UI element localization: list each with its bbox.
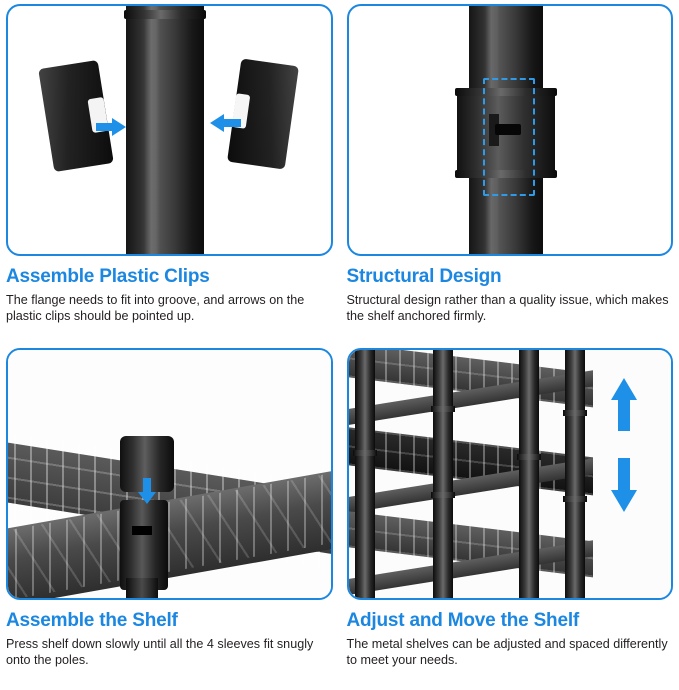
panel-2-title: Structural Design — [346, 266, 502, 287]
panel-3-body: Press shelf down slowly until all the 4 sleeves fit snugly onto the poles. — [6, 636, 314, 668]
panel-assemble-plastic-clips — [6, 4, 333, 342]
panel-2-caption — [347, 256, 674, 325]
corner-post-front-right — [565, 350, 585, 600]
post-sleeve-ring — [353, 450, 377, 456]
panel-1-title: Assemble Plastic Clips — [6, 266, 210, 287]
post-sleeve-ring — [431, 492, 455, 498]
corner-post-front-left — [433, 350, 453, 600]
arrow-down-icon — [138, 492, 156, 504]
pole-ring — [124, 10, 206, 19]
post-sleeve-ring — [431, 406, 455, 412]
panel-1-caption — [6, 256, 333, 325]
panel-structural-design — [347, 4, 674, 342]
panel-1-photo — [6, 4, 333, 256]
panel-2-body: Structural design rather than a quality issue, which makes the shelf anchored firmly. — [346, 292, 669, 324]
corner-post-back-left — [355, 350, 375, 600]
arrow-left-icon-tail — [223, 119, 241, 127]
panel-2-photo — [347, 4, 674, 256]
sleeve-groove — [132, 526, 152, 535]
post-sleeve-ring — [563, 496, 587, 502]
arrow-down-icon — [611, 458, 637, 512]
pole-lower-section — [126, 578, 158, 600]
corner-post-back-right — [519, 350, 539, 600]
post-sleeve-ring — [563, 410, 587, 416]
panel-4-caption — [347, 600, 674, 669]
post-sleeve-ring — [517, 454, 541, 460]
panel-4-body: The metal shelves can be adjusted and spaced differently to meet your needs. — [346, 636, 668, 668]
arrow-up-icon — [611, 378, 637, 432]
arrow-left-icon — [210, 114, 224, 132]
arrow-right-icon — [112, 118, 126, 136]
panel-adjust-and-move-the-shelf — [347, 348, 674, 686]
panel-4-title: Adjust and Move the Shelf — [346, 610, 580, 631]
panel-3-caption — [6, 600, 333, 669]
dashed-highlight-box — [483, 78, 535, 196]
panel-1-body: The flange needs to fit into groove, and arrows on the plastic clips should be pointed up. — [6, 292, 305, 324]
panel-3-title: Assemble the Shelf — [6, 610, 178, 631]
shelving-pole — [126, 4, 204, 256]
plastic-sleeve-on-pole — [120, 500, 168, 590]
panel-4-photo — [347, 348, 674, 600]
panel-3-photo — [6, 348, 333, 600]
pole-highlight — [144, 4, 160, 256]
panel-assemble-the-shelf — [6, 348, 333, 686]
